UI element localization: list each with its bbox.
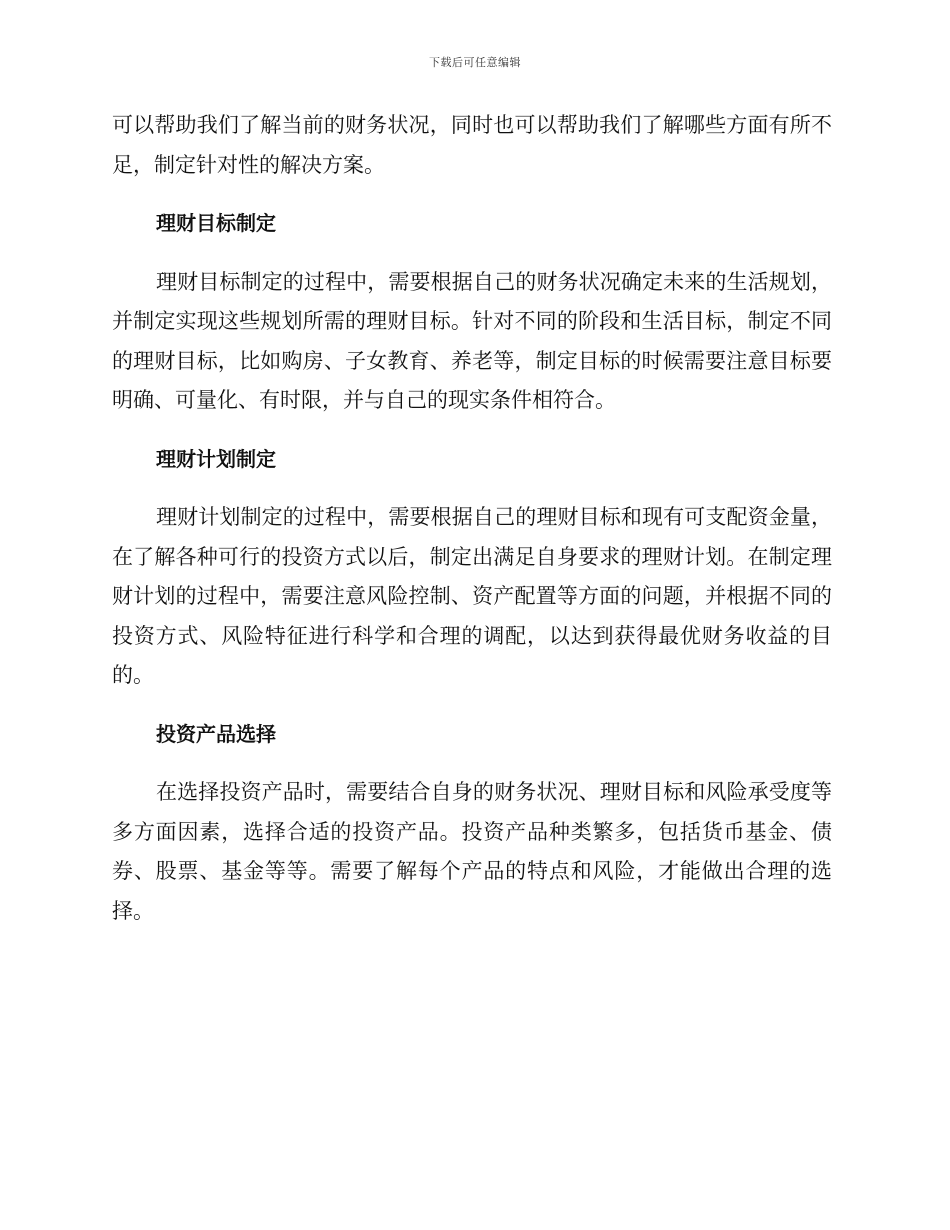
section-gap (112, 244, 832, 263)
section-heading-plan-making: 理财计划制定 (156, 446, 276, 471)
page-header: 下载后可任意编辑 (429, 56, 521, 69)
product-selection-paragraph: 在选择投资产品时，需要结合自身的财务状况、理财目标和风险承受度等多方面因素，选择合适的投资产品。投资产品种类繁多，包括货币基金、债券、股票、基金等等。需要了解每个产品的特点和风险，才能做出合理的选择。 (112, 780, 832, 923)
section-heading-product-selection: 投资产品选择 (156, 721, 276, 746)
plan-making-paragraph: 理财计划制定的过程中，需要根据自己的理财目标和现有可支配资金量，在了解各种可行的投资方式以后，制定出满足自身要求的理财计划。在制定理财计划的过程中，需要注意风险控制、资产配置等方面的问题，并根据不同的投资方式、风险特征进行科学和合理的调配，以达到获得最优财务收益的目的。 (112, 505, 832, 687)
section-gap (112, 696, 832, 715)
section-gap (112, 185, 832, 204)
section-gap (112, 754, 832, 773)
section-gap (112, 421, 832, 440)
document-body (112, 106, 832, 931)
section-gap (112, 479, 832, 498)
goal-setting-paragraph: 理财目标制定的过程中，需要根据自己的财务状况确定未来的生活规划，并制定实现这些规划所需的理财目标。针对不同的阶段和生活目标，制定不同的理财目标，比如购房、子女教育、养老等，制定目标的时候需要注意目标要明确、可量化、有时限，并与自己的现实条件相符合。 (112, 269, 832, 412)
intro-paragraph: 可以帮助我们了解当前的财务状况，同时也可以帮助我们了解哪些方面有所不足，制定针对性的解决方案。 (112, 113, 832, 177)
section-heading-goal-setting: 理财目标制定 (156, 211, 276, 235)
